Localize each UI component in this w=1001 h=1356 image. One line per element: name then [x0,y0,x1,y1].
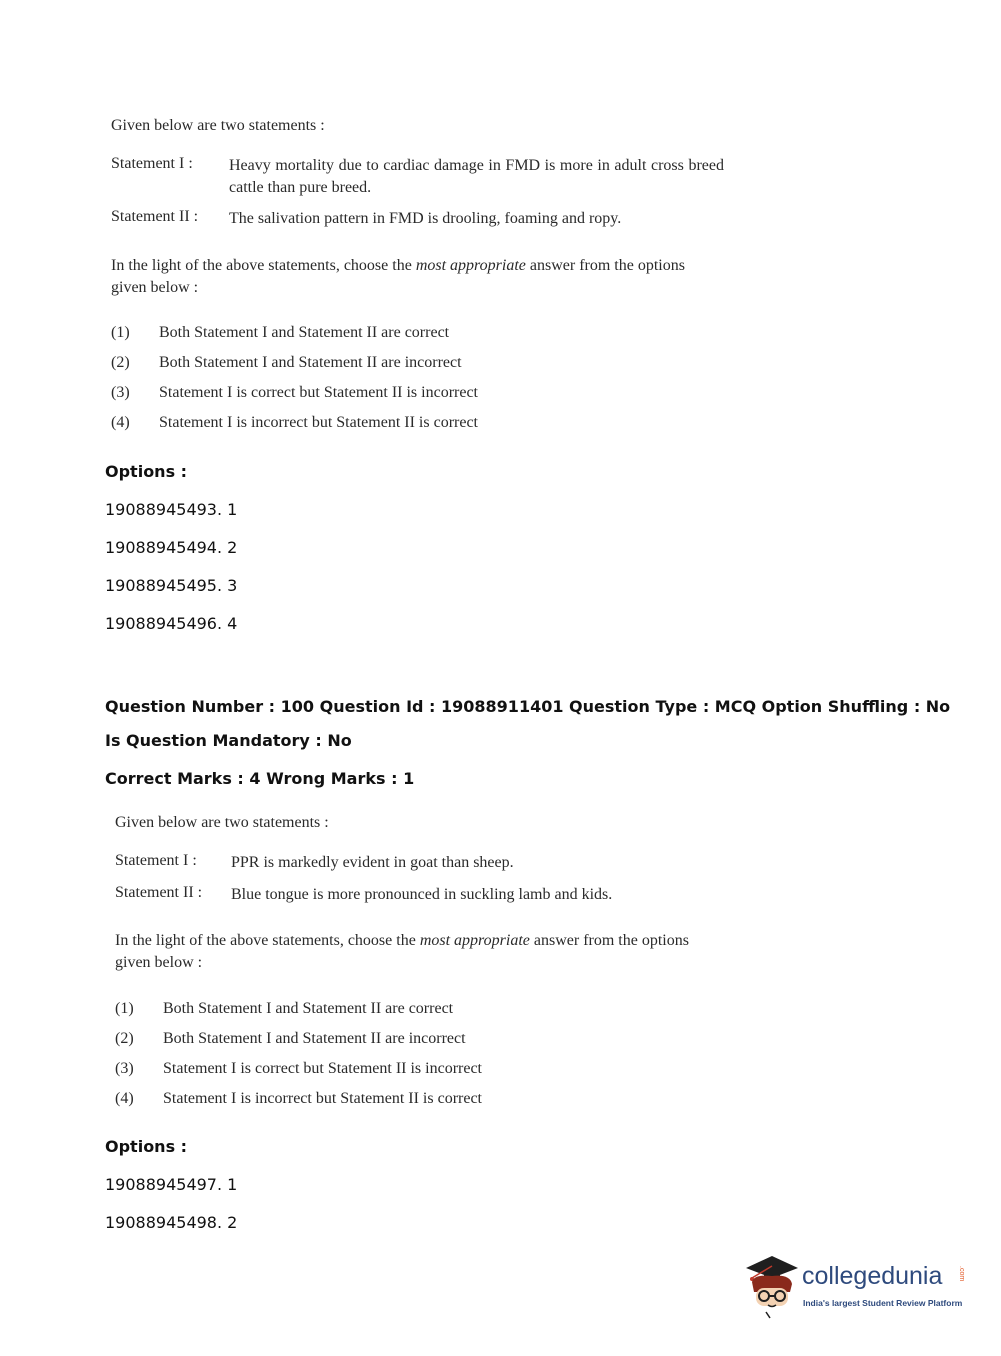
q99-choice: (3) Statement I is correct but Statement II is incorrect [111,384,478,401]
logo-domain-suffix: .com [958,1266,965,1282]
q99-choice-list [111,324,731,444]
q100-statement-1 [115,852,735,874]
q100-option-id: 19088945498. 2 [105,1213,238,1232]
mascot-icon [742,1252,802,1322]
q100-mandatory-line: Is Question Mandatory : No [105,731,352,750]
q100-instruction: In the light of the above statements, choose the most appropriate answer from the options given below : [115,932,689,971]
q99-statement-1-label: Statement I : [111,155,193,172]
q99-option-id: 19088945493. 1 [105,500,238,519]
q100-choice: (2) Both Statement I and Statement II are incorrect [115,1030,466,1047]
q100-choice: (1) Both Statement I and Statement II are correct [115,1000,454,1017]
logo-wordmark: collegedunia [802,1262,943,1290]
q99-intro: Given below are two statements : [111,117,325,134]
question-100-body [115,814,735,1114]
q100-meta-line: Question Number : 100 Question Id : 19088911401 Question Type : MCQ Option Shuffling : No [105,697,951,716]
q100-options-heading: Options : [105,1137,188,1156]
q99-statement-1 [111,155,731,201]
q100-emphasis: most appropriate [419,932,530,949]
collegedunia-logo [742,1252,972,1322]
q100-marks-line: Correct Marks : 4 Wrong Marks : 1 [105,769,415,788]
q99-instruction: In the light of the above statements, choose the most appropriate answer from the options given below : [111,257,685,296]
question-99-body [111,117,731,437]
q99-statement-2 [111,208,731,230]
q99-statement-1-text: Heavy mortality due to cardiac damage in FMD is more in adult cross breed cattle than pure breed. [229,157,724,196]
q99-options-heading: Options : [105,462,188,481]
q100-statement-1-label: Statement I : [115,852,197,869]
q99-choice: (2) Both Statement I and Statement II are incorrect [111,354,462,371]
q100-statement-2-text: Blue tongue is more pronounced in suckling lamb and kids. [231,886,613,903]
logo-tagline: India's largest Student Review Platform [803,1298,963,1308]
q99-choice: (1) Both Statement I and Statement II are correct [111,324,450,341]
q99-emphasis: most appropriate [415,257,526,274]
q100-statement-2 [115,884,735,906]
q99-option-id: 19088945495. 3 [105,576,238,595]
q99-option-id: 19088945494. 2 [105,538,238,557]
q100-statement-1-text: PPR is markedly evident in goat than sheep. [231,854,514,871]
q99-statement-2-label: Statement II : [111,208,199,225]
q100-choice: (3) Statement I is correct but Statement II is incorrect [115,1060,482,1077]
q100-choice: (4) Statement I is incorrect but Statement II is correct [115,1090,482,1107]
q100-statement-2-label: Statement II : [115,884,203,901]
q100-choice-list [115,1000,735,1120]
q99-choice: (4) Statement I is incorrect but Statement II is correct [111,414,478,431]
q100-intro: Given below are two statements : [115,814,329,831]
q100-option-id: 19088945497. 1 [105,1175,238,1194]
q99-statement-2-text: The salivation pattern in FMD is drooling, foaming and ropy. [229,210,622,227]
q99-option-id: 19088945496. 4 [105,614,238,633]
